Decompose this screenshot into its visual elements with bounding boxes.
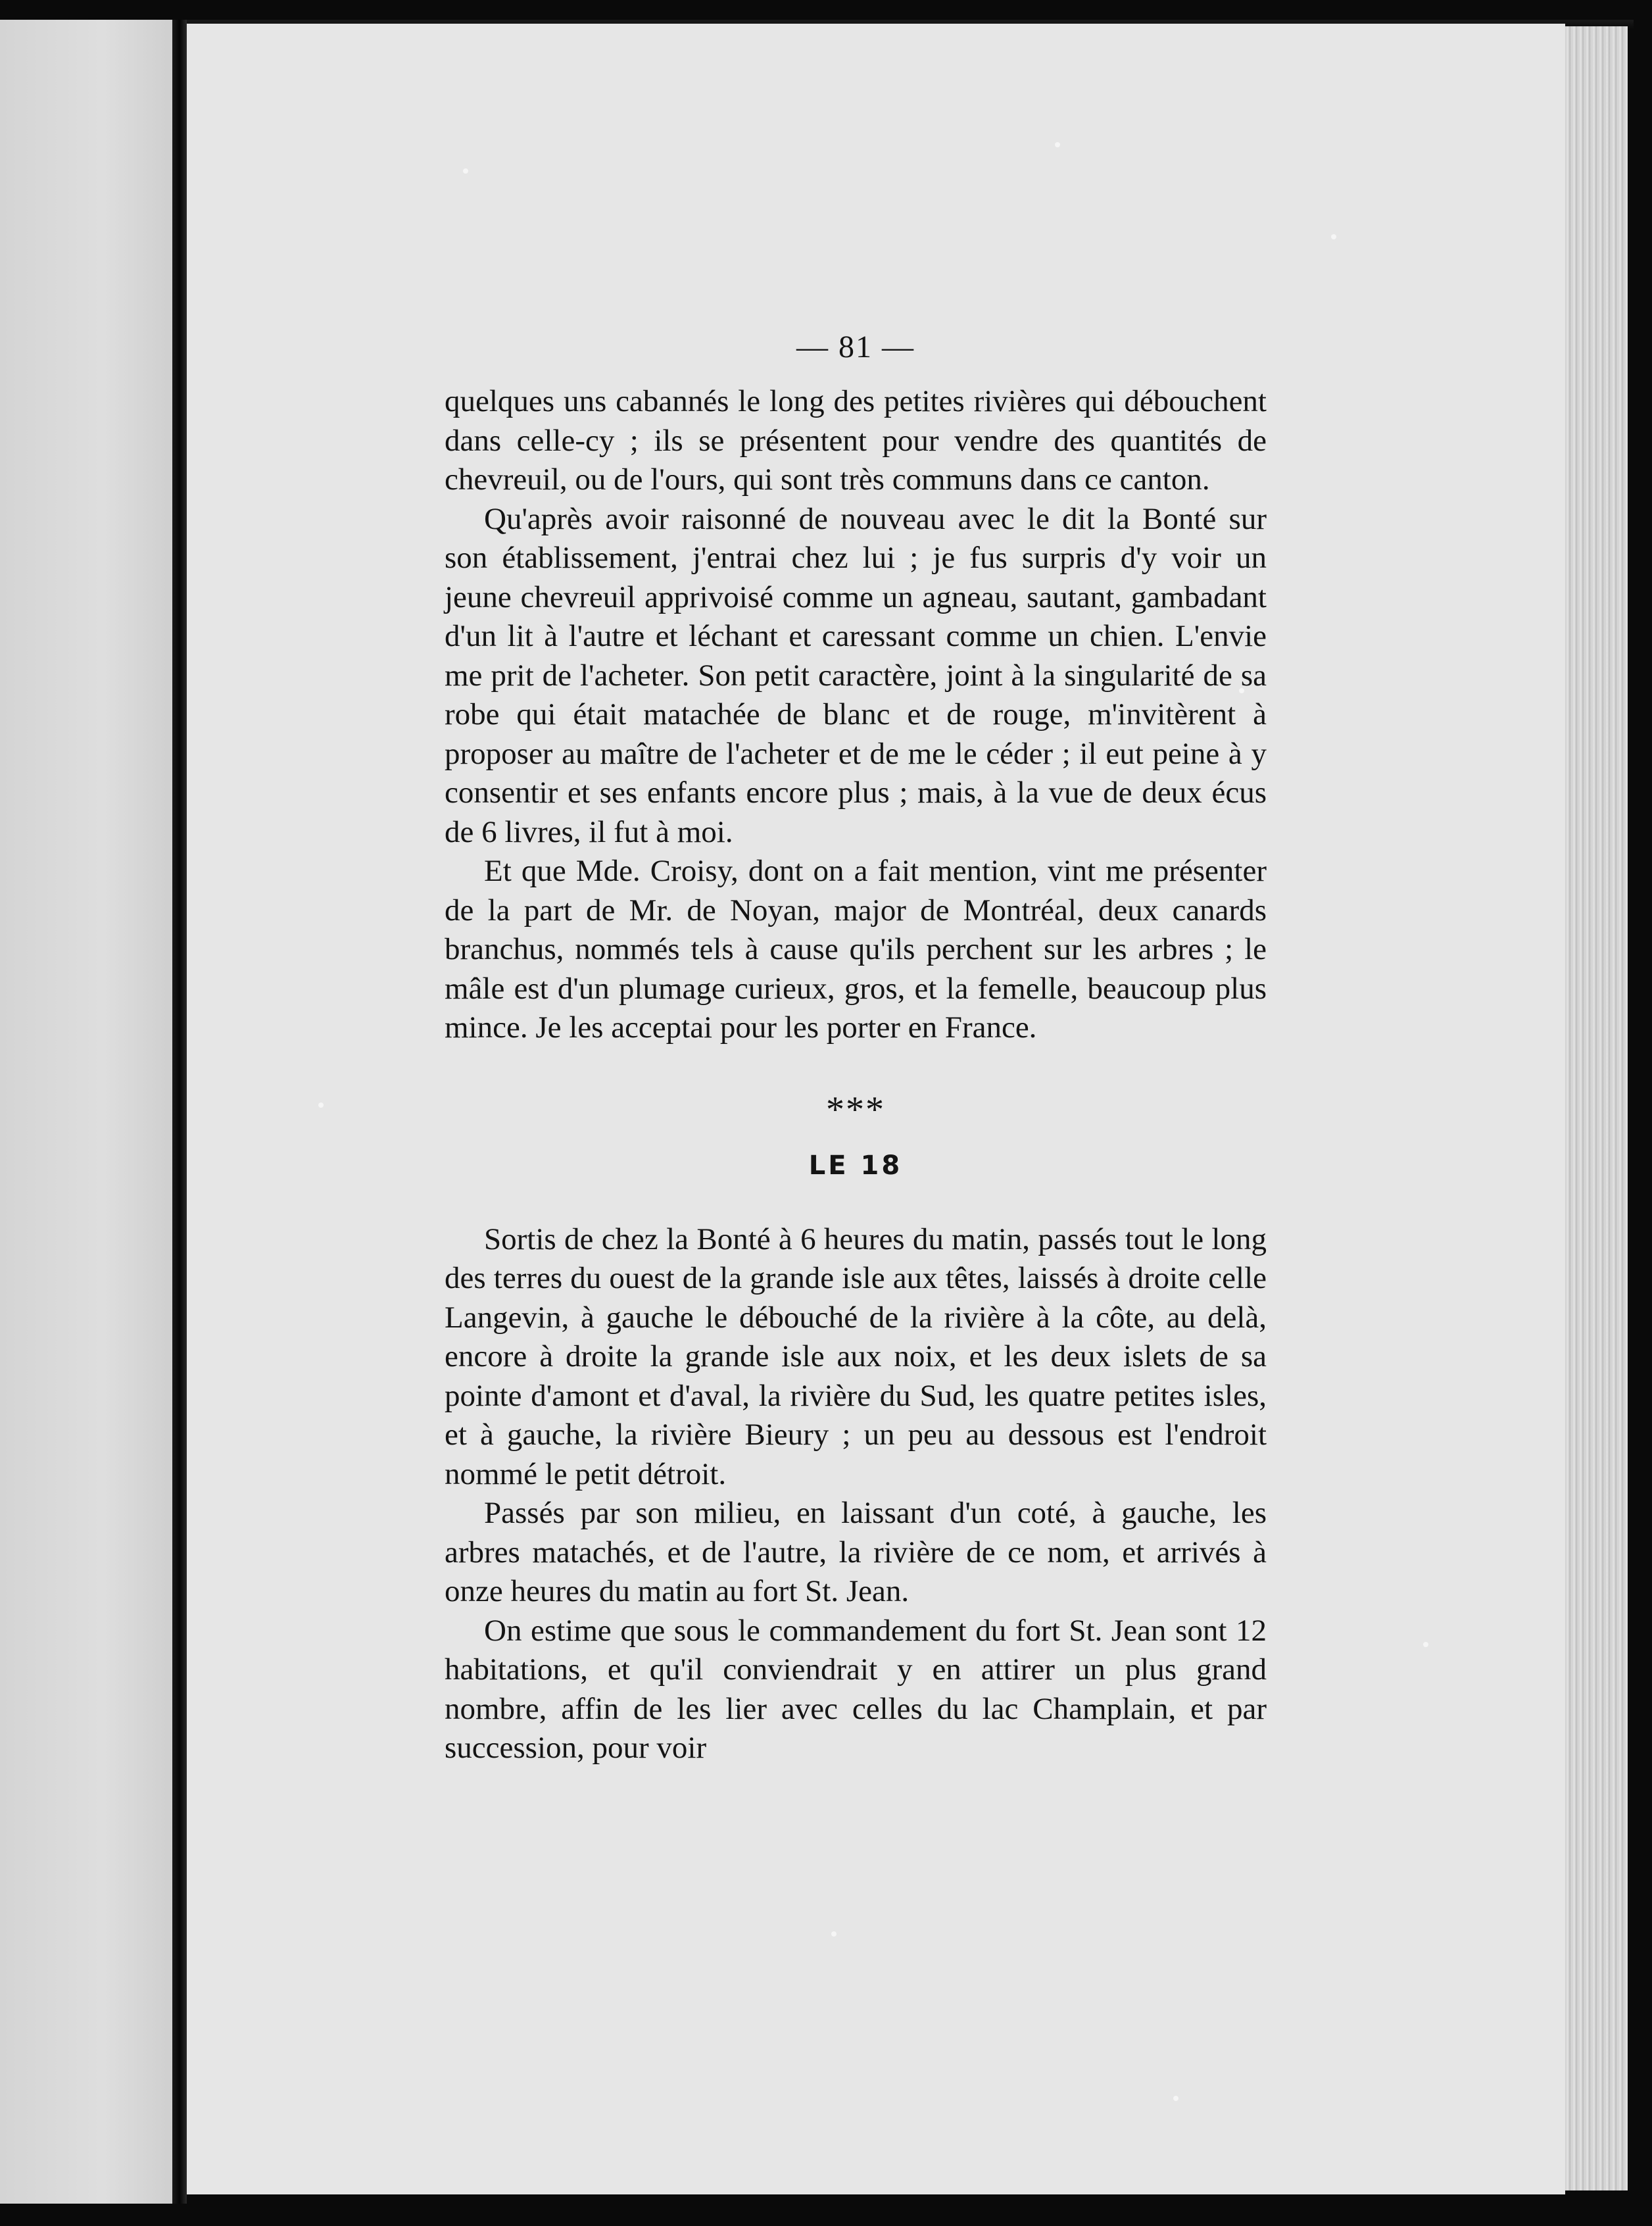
book-gutter [172,20,187,2204]
paragraph: On estime que sous le commandement du fort St. Jean sont 12 habitations, et qu'il conviendrait y en attirer un plus grand nombre, affin de les lier avec celles du lac Champlain, et par succession, pour voir [445,1613,1267,1765]
paragraph: Passés par son milieu, en laissant d'un coté, à gauche, les arbres matachés, et de l'autre, la rivière de ce nom, et arrivés à onze heures du matin au fort St. Jean. [445,1496,1267,1608]
section-heading: LE 18 [808,1150,903,1181]
previous-page-edge [0,20,172,2204]
paper-speck [463,168,468,174]
paragraph: Sortis de chez la Bonté à 6 heures du matin, passés tout le long des terres du ouest de la grande isle aux têtes, laissés à droite celle Langevin, à gauche le débouché de la rivière à la côte, au delà, encore à droite la grande isle aux noix, et les deux islets de sa pointe d'amont et d'aval, la rivière du Sud, les quatre petites isles, et à gauche, la rivière Bieury ; un peu au dessous est l'endroit nommé le petit détroit. [445,1222,1267,1491]
page-stack-edge [1565,26,1628,2190]
paper-speck [1055,142,1060,147]
paragraph: Qu'après avoir raisonné de nouveau avec le dit la Bonté sur son établissement, j'entrai chez lui ; je fus surpris d'y voir un jeune chevreuil apprivoisé comme un agneau, sautant, gambadant d'un lit à l'autre et léchant et caressant comme un chien. L'envie me prit de l'acheter. Son petit caractère, joint à la singularité de sa robe qui était matachée de blanc et de rouge, m'invitèrent à proposer au maître de l'acheter et de me le céder ; il eut peine à y consentir et ses enfants encore plus ; mais, à la vue de deux écus de 6 livres, il fut à moi. [445,501,1267,849]
paragraph: quelques uns cabannés le long des petites rivières qui débouchent dans celle-cy ; ils se présentent pour vendre des quantités de chevreuil, ou de l'ours, qui sont très communs dans ce canton. [445,384,1267,497]
paragraph: Et que Mde. Croisy, dont on a fait mention, vint me présenter de la part de Mr. de Noyan, major de Montréal, deux canards branchus, nommés tels à cause qu'ils perchent sur les arbres ; le mâle est d'un plumage curieux, gros, et la femelle, beaucoup plus mince. Je les acceptai pour les porter en France. [445,854,1267,1045]
paper-speck [318,1102,324,1108]
section-separator [445,1089,1267,1131]
separator-asterisks: *** [826,1089,885,1130]
paper-speck [1423,1642,1428,1647]
paper-speck [831,1931,837,1937]
paper-speck [1173,2096,1178,2101]
page-text-block [445,329,1267,1768]
paper-speck [1331,234,1336,239]
page-number: — 81 — [796,330,915,364]
